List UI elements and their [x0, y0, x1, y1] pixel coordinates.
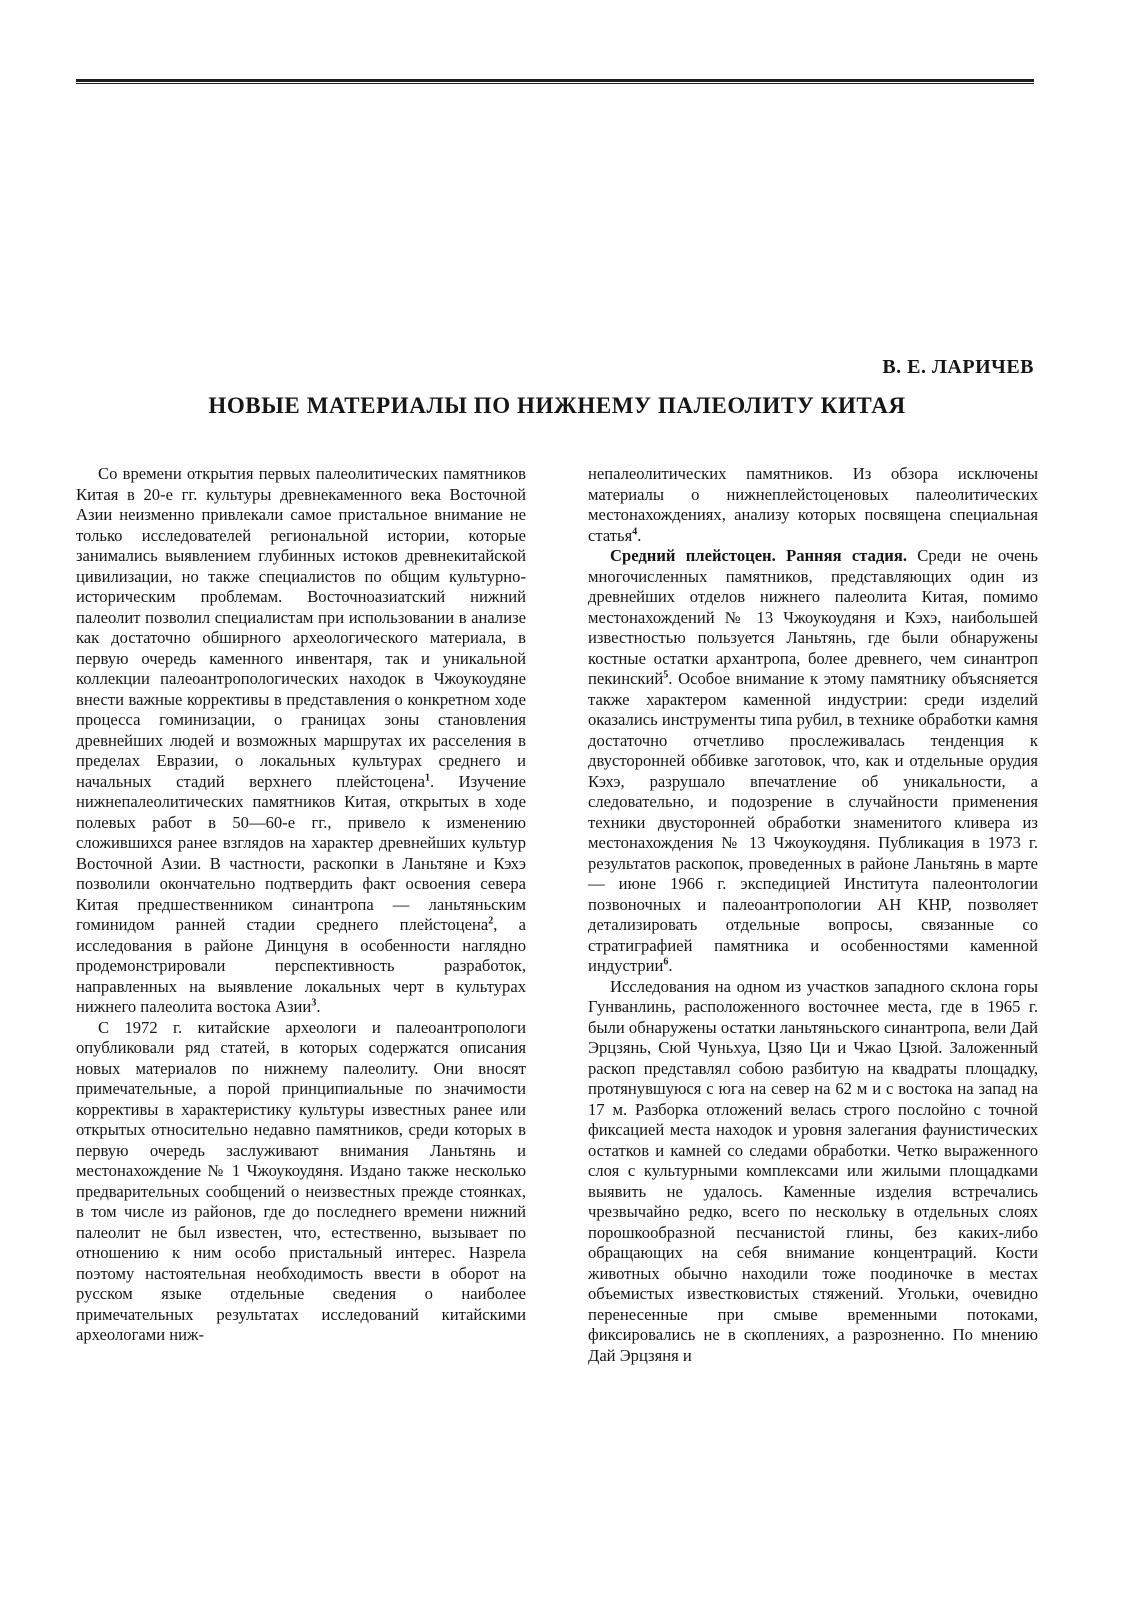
- article-title: НОВЫЕ МАТЕРИАЛЫ ПО НИЖНЕМУ ПАЛЕОЛИТУ КИТАЯ: [208, 393, 906, 418]
- left-column: [76, 464, 526, 1346]
- footnote-ref: 5: [663, 669, 669, 681]
- paragraph: Средний плейстоцен. Ранняя стадия. Среди не очень многочисленных памятников, представляющих один из древнейших отделов нижнего палеолита Китая, помимо местонахождений № 13 Чжоукоудяня и Кэхэ, наибольшей известностью пользуется Ланьтянь, где были обнаружены костные остатки архантропа, более древнего, чем синантроп пекинский$^5$. Особое внимание к этому памятнику объясняется также характером каменной индустрии: среди изделий оказались инструменты типа рубил, в технике обработки камня достаточно отчетливо прослеживалась тенденция к двусторонней оббивке заготовок, что, как и отдельные орудия Кэхэ, разрушало впечатление об уникальности, а следовательно, и подозрение в случайности применения техники двусторонней обработки знаменитого кливера из местонахождения № 13 Чжоукоудяня. Публикация в 1973 г. результатов раскопок, проведенных в районе Ланьтянь в марте — июне 1966 г. экспедицией Института палеонтологии позвоночных и палеоантропологии АН КНР, позволяет детализировать отдельные вопросы, связанные со стратиграфией памятника и особенностями каменной индустрии$^6$.: [588, 546, 1038, 975]
- paragraph: непалеолитических памятников. Из обзора исключены материалы о нижнеплейстоценовых палеолитических местонахождениях, анализу которых посвящена специальная статья$^4$.: [588, 464, 1038, 545]
- paragraph: С 1972 г. китайские археологи и палеоантропологи опубликовали ряд статей, в которых содержатся описания новых материалов по нижнему палеолиту. Они вносят примечательные, а порой принципиальные по значимости коррективы в характеристику культуры известных ранее или открытых относительно недавно памятников, среди которых в первую очередь заслуживают внимания Ланьтянь и местонахождение № 1 Чжоукоудяня. Издано также несколько предварительных сообщений о неизвестных прежде стоянках, в том числе из районов, где до последнего времени нижний палеолит не был известен, что, естественно, вызывает по отношению к ним особо пристальный интерес. Назрела поэтому настоятельная необходимость ввести в оборот на русском языке отдельные сведения о наиболее примечательных результатах исследований китайскими археологами ниж-: [76, 1017, 526, 1344]
- paragraph: Со времени открытия первых палеолитических памятников Китая в 20-е гг. культуры древнекаменного века Восточной Азии неизменно привлекали самое пристальное внимание не только исследователей региональной истории, которые занимались выявлением глубинных истоков древнекитайской цивилизации, но также специалистов по общим культурно-историческим проблемам. Восточноазиатский нижний палеолит позволил специалистам при использовании в анализе как достаточно обширного археологического материала, в первую очередь каменного инвентаря, так и уникальной коллекции палеоантропологических находок в Чжоукоудяне внести важные коррективы в представления о конкретном ходе процесса гоминизации, о границах зоны становления древнейших людей и возможных маршрутах их расселения в пределах Евразии, о локальных культурах среднего и начальных стадий верхнего плейстоцена$^1$. Изучение нижнепалеолитических памятников Китая, открытых в ходе полевых работ в 50—60-е гг., привело к изменению сложившихся ранее взглядов на характер древнейших культур Восточной Азии. В частности, раскопки в Ланьтяне и Кэхэ позволили окончательно подтвердить факт освоения севера Китая предшественником синантропа — ланьтяньским гоминидом ранней стадии среднего плейстоцена$^2$, а исследования в районе Динцуня в особенности наглядно продемонстрировали перспективность разработок, направленных на выявление локальных черт в культурах нижнего палеолита востока Азии$^3$.: [76, 464, 526, 1016]
- footnote-ref: 4: [632, 525, 638, 537]
- footnote-ref: 3: [311, 997, 317, 1009]
- paragraph: Исследования на одном из участков западного склона горы Гунванлинь, расположенного восточнее места, где в 1965 г. были обнаружены остатки ланьтяньского синантропа, вели Дай Эрцзянь, Сюй Чуньхуа, Цзяо Ци и Чжао Цзюй. Заложенный раскоп представлял собою разбитую на квадраты площадку, протянувшуюся с юга на север на 62 м и с востока на запад на 17 м. Разборка отложений велась строго послойно с точной фиксацией места находок и уровня залегания фаунистических остатков и камней со следами обработки. Четко выраженного слоя с культурными комплексами или жилыми площадками выявить не удалось. Каменные изделия встречались чрезвычайно редко, всего по нескольку в отдельных слоях порошкообразной песчанистой глины, без каких-либо обращающих на себя внимание концентраций. Кости животных обычно находили тоже поодиночке в местах объемистых известковистых стяжений. Угольки, очевидно перенесенные при смыве временными потоками, фиксировались не в скоплениях, а разрозненно. По мнению Дай Эрцзяня и: [588, 976, 1038, 1365]
- section-heading: Средний плейстоцен. Ранняя стадия.: [610, 546, 907, 565]
- author-name: В. Е. ЛАРИЧЕВ: [882, 356, 1034, 378]
- footnote-ref: 1: [424, 771, 430, 783]
- footnote-ref: 6: [663, 956, 669, 968]
- top-rule: [76, 79, 1034, 84]
- right-column: [588, 464, 1038, 1366]
- footnote-ref: 2: [488, 915, 494, 927]
